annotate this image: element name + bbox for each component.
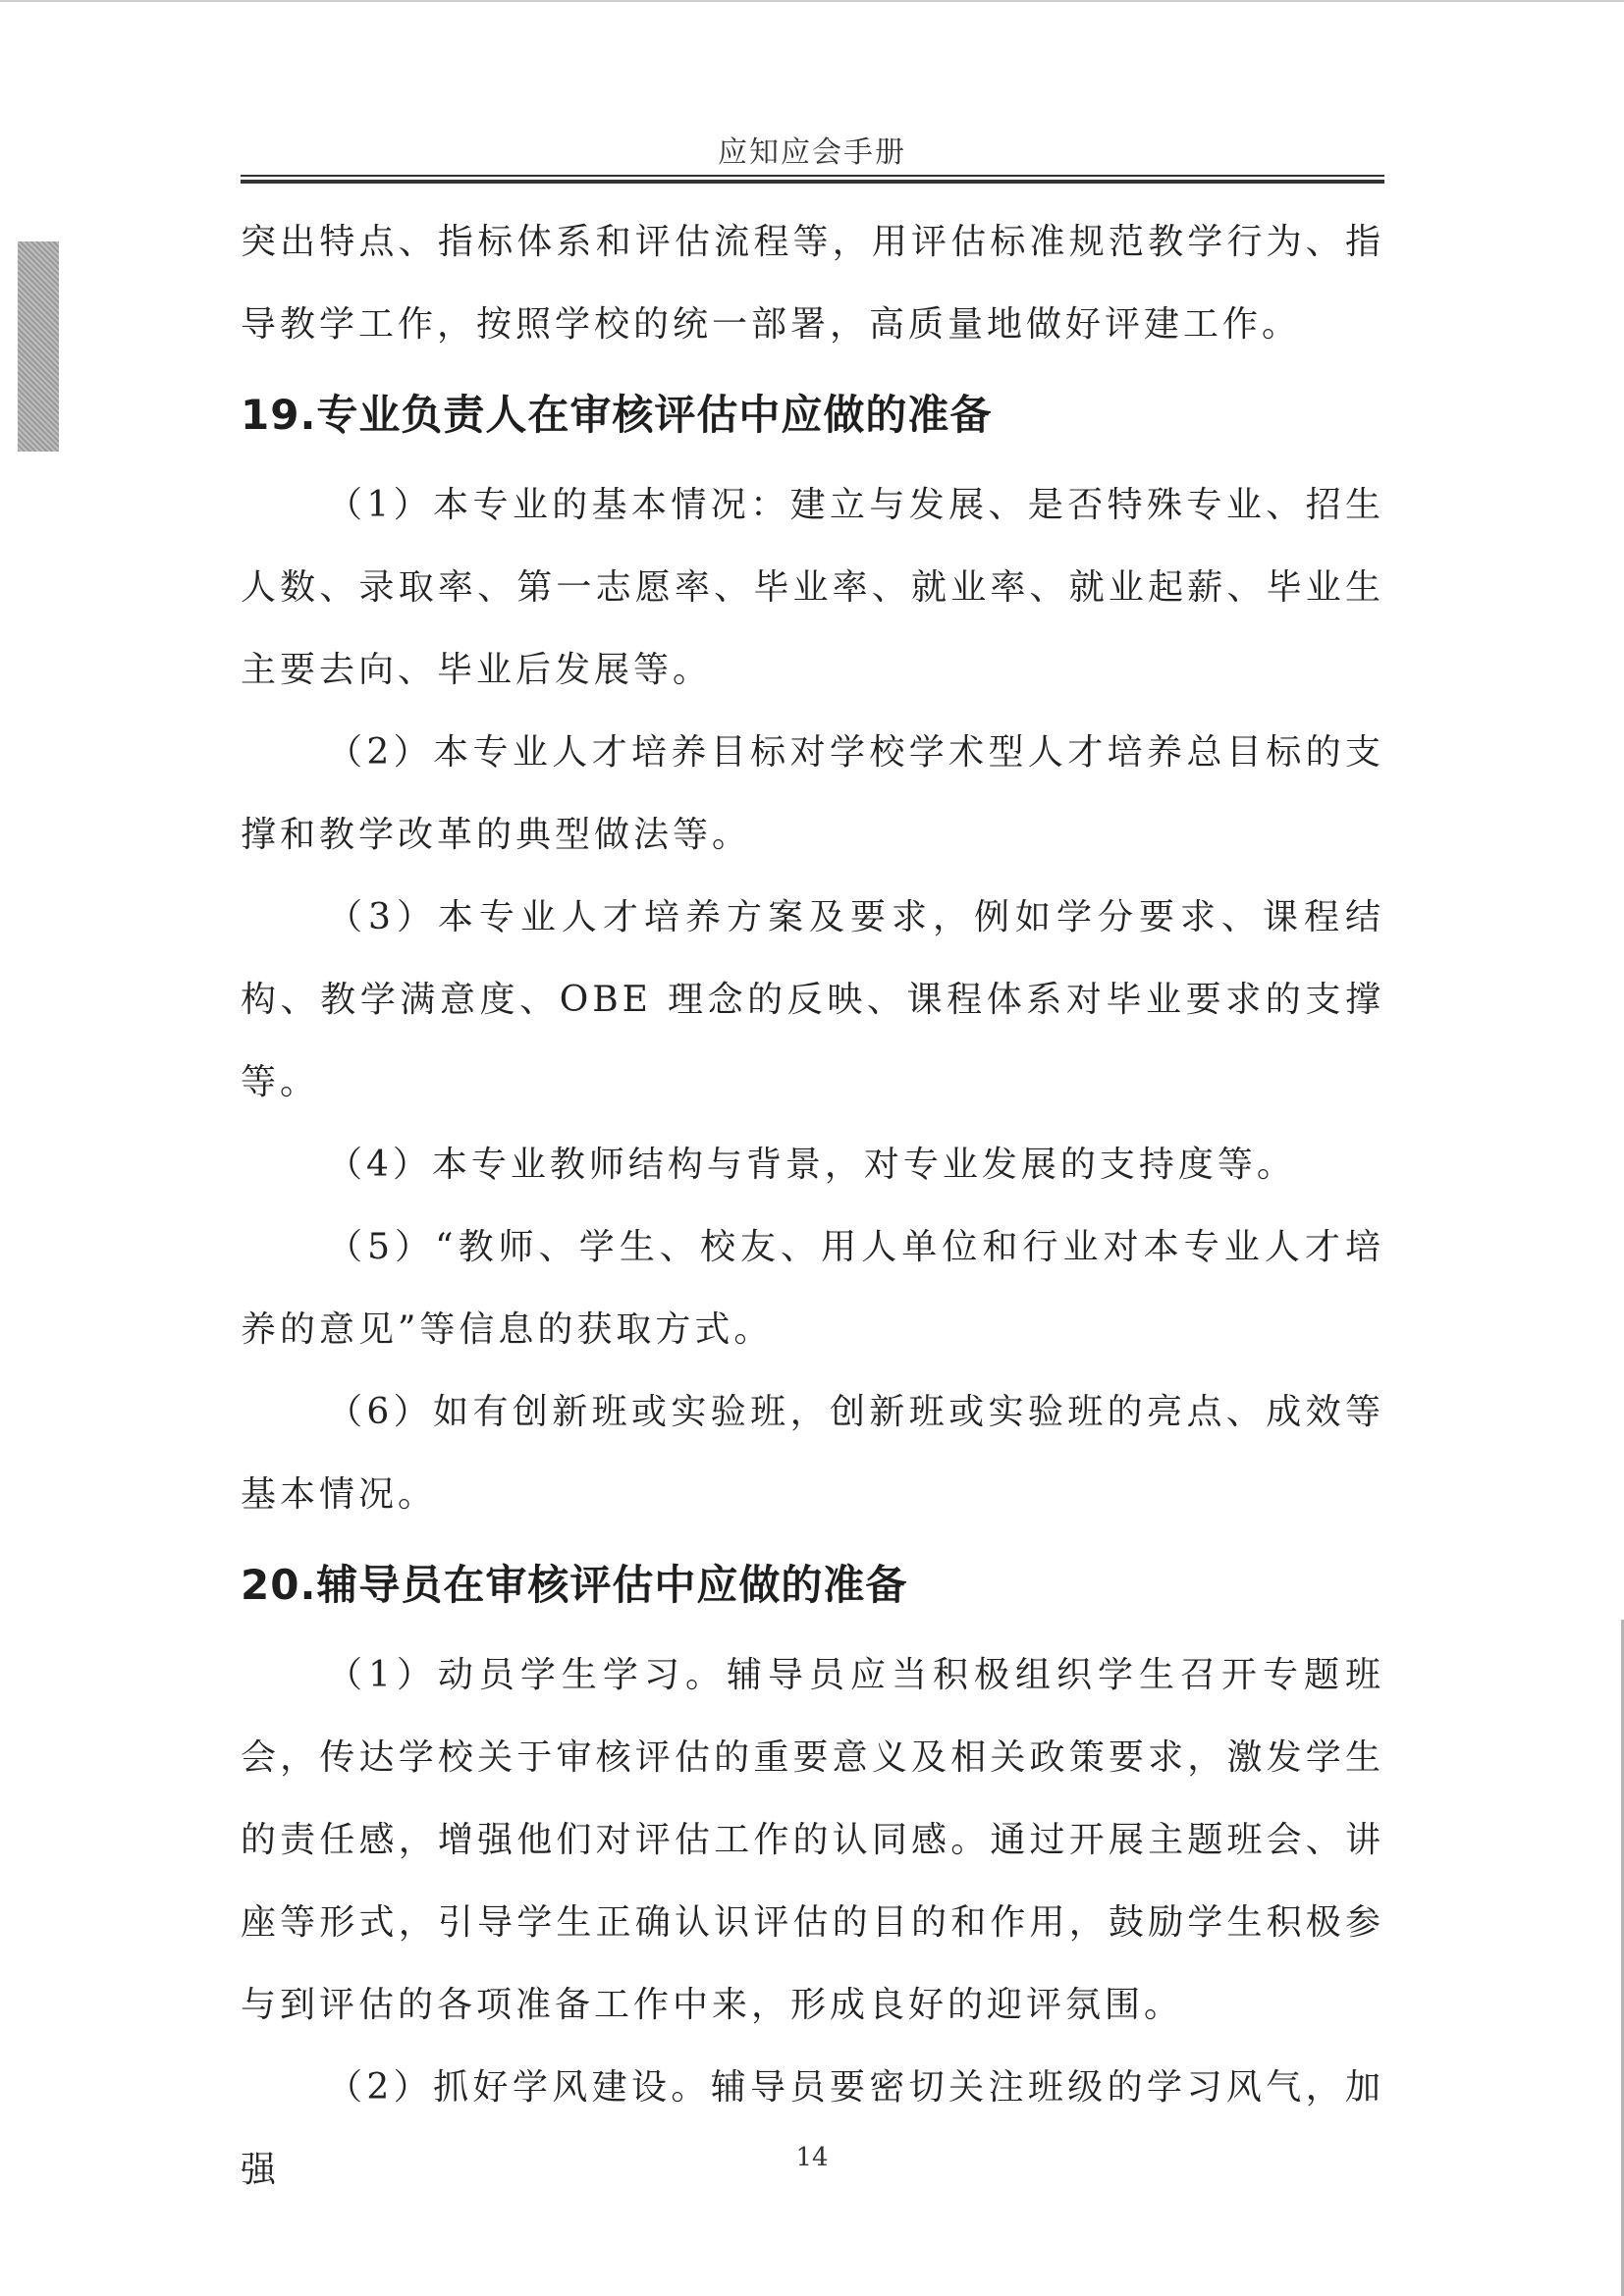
section-20-heading: 20.辅导员在审核评估中应做的准备 [241,1561,908,1609]
page-body [241,201,1384,2212]
running-header: 应知应会手册 [718,135,906,170]
intro-paragraph: 突出特点、指标体系和评估流程等，用评估标准规范教学行为、指导教学工作，按照学校的统一部署，高质量地做好评建工作。 [241,222,1384,345]
section-19-item-5: （5）“教师、学生、校友、用人单位和行业对本专业人才培养的意见”等信息的获取方式。 [241,1227,1384,1350]
scan-edge-top [0,0,1624,2]
section-20-item-2: （2）抓好学风建设。辅导员要密切关注班级的学习风气，加强 [241,2067,1384,2190]
header-rule [241,175,1384,184]
section-19-heading: 19.专业负责人在审核评估中应做的准备 [241,391,993,439]
page-number: 14 [795,2143,829,2172]
section-19-item-2: （2）本专业人才培养目标对学校学术型人才培养总目标的支撑和教学改革的典型做法等。 [241,732,1384,855]
section-19-item-4: （4）本专业教师结构与背景，对专业发展的支持度等。 [327,1145,1296,1185]
section-19-item-6: （6）如有创新班或实验班，创新班或实验班的亮点、成效等基本情况。 [241,1392,1384,1515]
section-19-item-3: （3）本专业人才培养方案及要求，例如学分要求、课程结构、教学满意度、OBE 理念的反映、课程体系对毕业要求的支撑等。 [241,897,1384,1102]
section-20-item-1: （1）动员学生学习。辅导员应当积极组织学生召开专题班会，传达学校关于审核评估的重要意义及相关政策要求，激发学生的责任感，增强他们对评估工作的认同感。通过开展主题班会、讲座等形式，引导学生正确认识评估的目的和作用，鼓励学生积极参与到评估的各项准备工作中来，形成良好的迎评氛围。 [241,1655,1384,2025]
scan-edge-left [18,241,59,452]
section-19-item-1: （1）本专业的基本情况：建立与发展、是否特殊专业、招生人数、录取率、第一志愿率、毕业率、就业率、就业起薪、毕业生主要去向、毕业后发展等。 [241,485,1384,690]
